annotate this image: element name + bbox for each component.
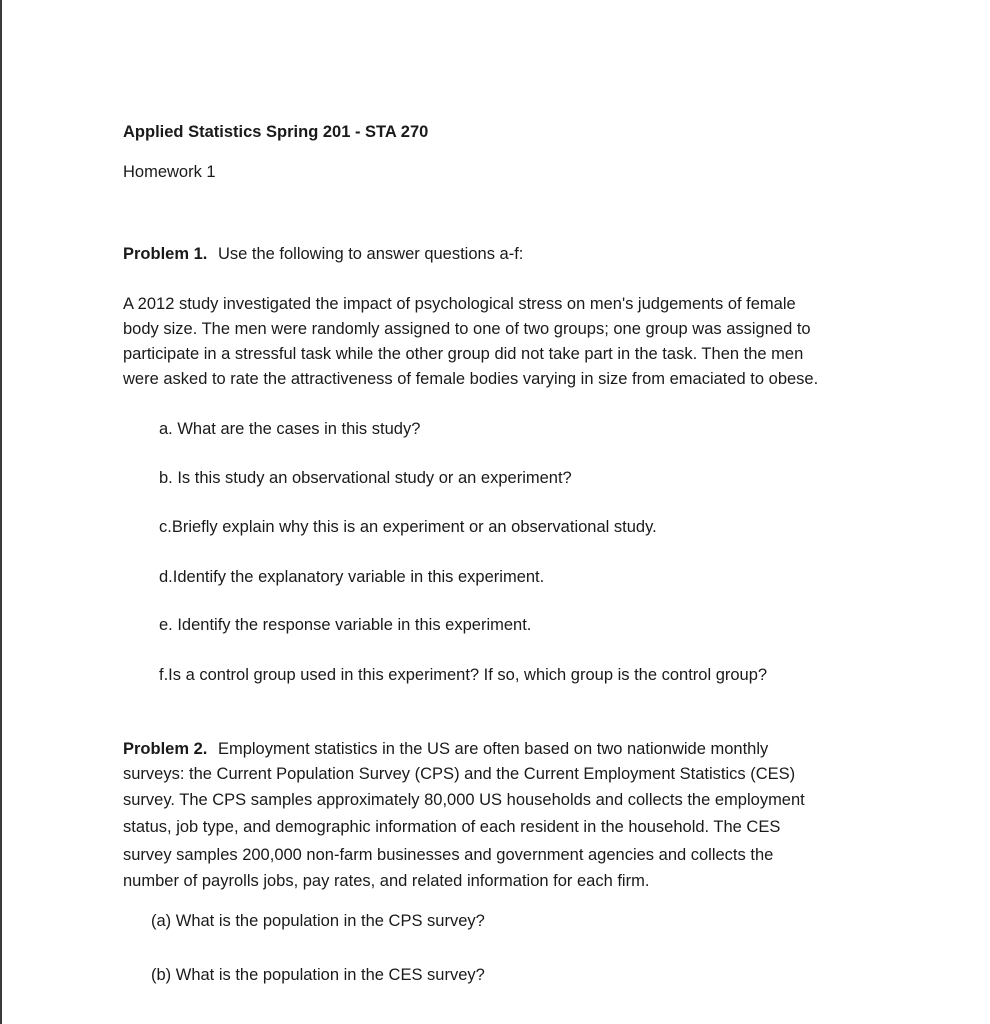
problem2-first-line	[123, 739, 768, 759]
problem2-paragraph-line: surveys: the Current Population Survey (CPS) and the Current Employment Statistics (CES)	[123, 765, 796, 783]
problem1-question-b: b. Is this study an observational study or an experiment?	[159, 469, 572, 487]
problem2-question-a: (a) What is the population in the CPS survey?	[151, 912, 485, 930]
problem1-paragraph-line: body size. The men were randomly assigned to one of two groups; one group was assigned to	[123, 320, 811, 338]
problem1-question-a: a. What are the cases in this study?	[159, 420, 421, 438]
problem1-question-f: f.Is a control group used in this experiment? If so, which group is the control group?	[159, 666, 768, 684]
problem2-paragraph-line: status, job type, and demographic information of each resident in the household. The CES	[123, 818, 781, 836]
problem2-paragraph-line: Employment statistics in the US are often based on two nationwide monthly	[217, 740, 769, 758]
problem2-label: Problem 2.	[123, 740, 208, 758]
problem1-paragraph-line: were asked to rate the attractiveness of female bodies varying in size from emaciated to obese.	[123, 370, 819, 388]
problem1-paragraph-line: participate in a stressful task while the other group did not take part in the task. Then the men	[123, 345, 804, 363]
problem2-question-b: (b) What is the population in the CES survey?	[151, 966, 485, 984]
problem1-heading	[123, 244, 523, 264]
problem2-paragraph-line: number of payrolls jobs, pay rates, and related information for each firm.	[123, 872, 650, 890]
assignment-title: Homework 1	[123, 163, 216, 181]
problem2-paragraph-line: survey. The CPS samples approximately 80,000 US households and collects the employment	[123, 791, 805, 809]
problem1-question-e: e. Identify the response variable in this experiment.	[159, 616, 532, 634]
course-title: Applied Statistics Spring 201 - STA 270	[123, 123, 429, 141]
problem1-question-c: c.Briefly explain why this is an experiment or an observational study.	[159, 518, 657, 536]
problem1-paragraph-line: A 2012 study investigated the impact of psychological stress on men's judgements of female	[123, 295, 796, 313]
problem1-question-d: d.Identify the explanatory variable in this experiment.	[159, 568, 545, 586]
problem1-intro: Use the following to answer questions a-f:	[217, 245, 524, 263]
problem2-paragraph-line: survey samples 200,000 non-farm businesses and government agencies and collects the	[123, 846, 774, 864]
problem1-label: Problem 1.	[123, 245, 208, 263]
